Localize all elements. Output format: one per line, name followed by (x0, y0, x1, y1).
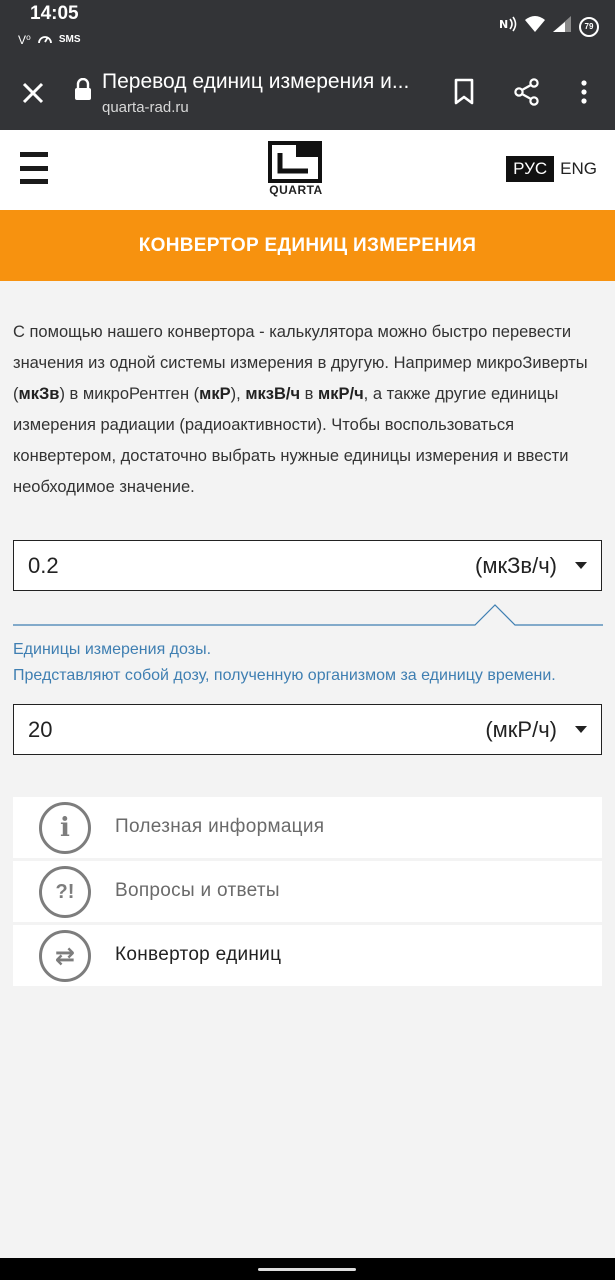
swap-arrows-icon: ⇄ (39, 930, 91, 982)
menu-label-useful-info: Полезная информация (115, 816, 325, 837)
menu-item-converter[interactable] (13, 925, 602, 986)
desc-bold-1: мкЗв (18, 385, 60, 403)
language-switcher (506, 156, 597, 182)
hamburger-menu-icon[interactable] (20, 152, 48, 184)
logo-mark-icon (268, 141, 324, 183)
banner-title: КОНВЕРТОР ЕДИНИЦ ИЗМЕРЕНИЯ (138, 234, 477, 256)
desc-bold-3: мкзВ/ч (245, 385, 301, 403)
unit-divider (13, 603, 603, 627)
close-icon (18, 78, 48, 108)
info-icon: i (39, 802, 91, 854)
unit-select-r[interactable]: (мкР/ч) (485, 717, 557, 742)
lock-icon[interactable] (74, 78, 92, 100)
page-banner (0, 210, 615, 281)
battery-icon: 79 (579, 17, 599, 37)
status-bar (0, 0, 615, 56)
desc-text-4: в (300, 385, 319, 403)
share-button[interactable] (513, 78, 541, 106)
unit-info-line-2: Представляют собой дозу, полученную организмом за единицу времени. (13, 667, 556, 684)
status-left-icons (18, 31, 81, 48)
browser-toolbar (0, 56, 615, 130)
system-nav-bar (0, 1258, 615, 1280)
desc-text-2: ) в микроРентген ( (59, 385, 200, 403)
nfc-icon (499, 16, 517, 37)
speed-icon (37, 31, 53, 48)
desc-text-1: С помощью нашего конвертора - калькулятора можно быстро перевести значения из одной системы измерения в другую. Например микроЗиверты ( (13, 323, 588, 403)
wifi-icon (525, 16, 545, 37)
bookmark-icon (452, 78, 476, 106)
desc-text-5: , а также другие единицы измерения радиации (радиоактивности). Чтобы воспользоваться конвертером, достаточно выбрать нужные единицы измерения и ввести необходимое значение. (13, 385, 569, 496)
menu-item-faq[interactable] (13, 861, 602, 922)
home-gesture-handle[interactable] (258, 1268, 356, 1271)
dose-rate-input-r[interactable] (13, 704, 602, 755)
desc-text-3: ), (230, 385, 246, 403)
more-vertical-icon (574, 78, 594, 106)
status-right-icons (499, 16, 599, 37)
svg-text:N: N (499, 18, 509, 31)
input-value-sv[interactable]: 0.2 (28, 553, 59, 578)
page-title[interactable]: Перевод единиц измерения и... (102, 70, 410, 93)
question-exclaim-icon: ?! (39, 866, 91, 918)
chevron-down-icon[interactable] (575, 726, 587, 733)
info-menu (13, 797, 602, 989)
description-text (13, 317, 603, 503)
lang-ru[interactable]: РУС (506, 156, 554, 182)
unit-info-line-1: Единицы измерения дозы. (13, 641, 212, 658)
menu-label-converter: Конвертор единиц (115, 944, 282, 965)
more-options-button[interactable] (574, 78, 594, 106)
site-header (0, 130, 615, 210)
input-value-r[interactable]: 20 (28, 717, 53, 742)
logo-text: QUARTA (269, 183, 323, 197)
sms-icon: SMS (58, 34, 81, 45)
signal-icon (553, 16, 571, 37)
desc-bold-2: мкР (199, 385, 231, 403)
close-tab-button[interactable] (18, 78, 48, 108)
menu-label-faq: Вопросы и ответы (115, 880, 280, 901)
status-time: 14:05 (30, 3, 79, 24)
bookmark-button[interactable] (452, 78, 476, 106)
unit-select-sv[interactable]: (мкЗв/ч) (475, 553, 557, 578)
dose-rate-input-sv[interactable] (13, 540, 602, 591)
chevron-down-icon[interactable] (575, 562, 587, 569)
lang-en[interactable]: ENG (560, 159, 597, 178)
unit-info (13, 637, 556, 689)
desc-bold-4: мкР/ч (318, 385, 364, 403)
page-url[interactable]: quarta-rad.ru (102, 99, 189, 116)
volte-icon: V⁰ (18, 32, 31, 47)
menu-item-useful-info[interactable] (13, 797, 602, 858)
share-icon (513, 78, 541, 106)
quarta-logo[interactable] (268, 141, 324, 197)
